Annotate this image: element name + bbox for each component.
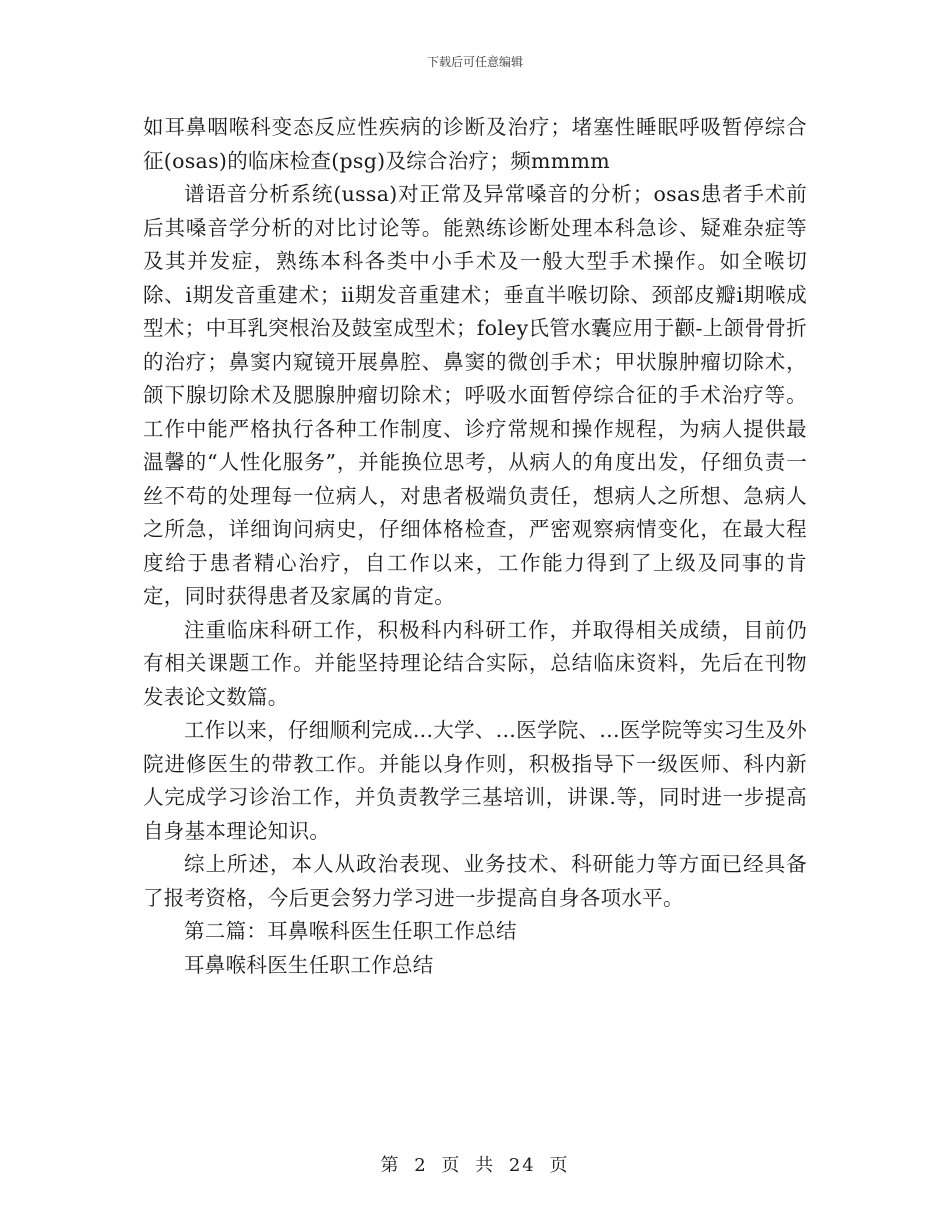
page-header: 下载后可任意编辑 — [426, 55, 523, 69]
paragraph-1: 如耳鼻咽喉科变态反应性疾病的诊断及治疗；堵塞性睡眠呼吸暂停综合征(osas)的临床检查(psg)及综合治疗；频mmmm — [143, 115, 807, 173]
paragraph-2: 谱语音分析系统(ussa)对正常及异常嗓音的分析；osas患者手术前后其嗓音学分析的对比讨论等。能熟练诊断处理本科急诊、疑难杂症等及其并发症，熟练本科各类中小手术及一般大型手术操作。如全喉切除、ⅰ期发音重建术；ⅱ期发音重建术；垂直半喉切除、颈部皮瓣ⅰ期喉成型术；中耳乳突根治及鼓室成型术；foley氏管水囊应用于颧-上颌骨骨折的治疗；鼻窦内窥镜开展鼻腔、鼻窦的微创手术；甲状腺肿瘤切除术，颌下腺切除术及腮腺肿瘤切除术；呼吸水面暂停综合征的手术治疗等。工作中能严格执行各种工作制度、诊疗常规和操作规程，为病人提供最温馨的“人性化服务”，并能换位思考，从病人的角度出发，仔细负责一丝不苟的处理每一位病人，对患者极端负责任，想病人之所想、急病人之所急，详细询问病史，仔细体格检查，严密观察病情变化，在最大程度给于患者精心治疗，自工作以来，工作能力得到了上级及同事的肯定，同时获得患者及家属的肯定。 — [143, 182, 807, 608]
section-heading: 第二篇：耳鼻喉科医生任职工作总结 — [184, 919, 517, 943]
page-number: 第 2 页 共 24 页 — [380, 1155, 570, 1176]
document-body — [143, 111, 807, 982]
paragraph-4: 工作以来，仔细顺利完成...大学、...医学院、...医学院等实习生及外院进修医生的带教工作。并能以身作则，积极指导下一级医师、科内新人完成学习诊治工作，并负责教学三基培训，讲课.等，同时进一步提高自身基本理论知识。 — [143, 718, 807, 843]
paragraph-3: 注重临床科研工作，积极科内科研工作，并取得相关成绩，目前仍有相关课题工作。并能坚持理论结合实际，总结临床资料，先后在刊物发表论文数篇。 — [143, 617, 807, 709]
section-subheading: 耳鼻喉科医生任职工作总结 — [184, 952, 434, 977]
paragraph-5: 综上所述，本人从政治表现、业务技术、科研能力等方面已经具备了报考资格，今后更会努力学习进一步提高自身各项水平。 — [143, 852, 807, 910]
